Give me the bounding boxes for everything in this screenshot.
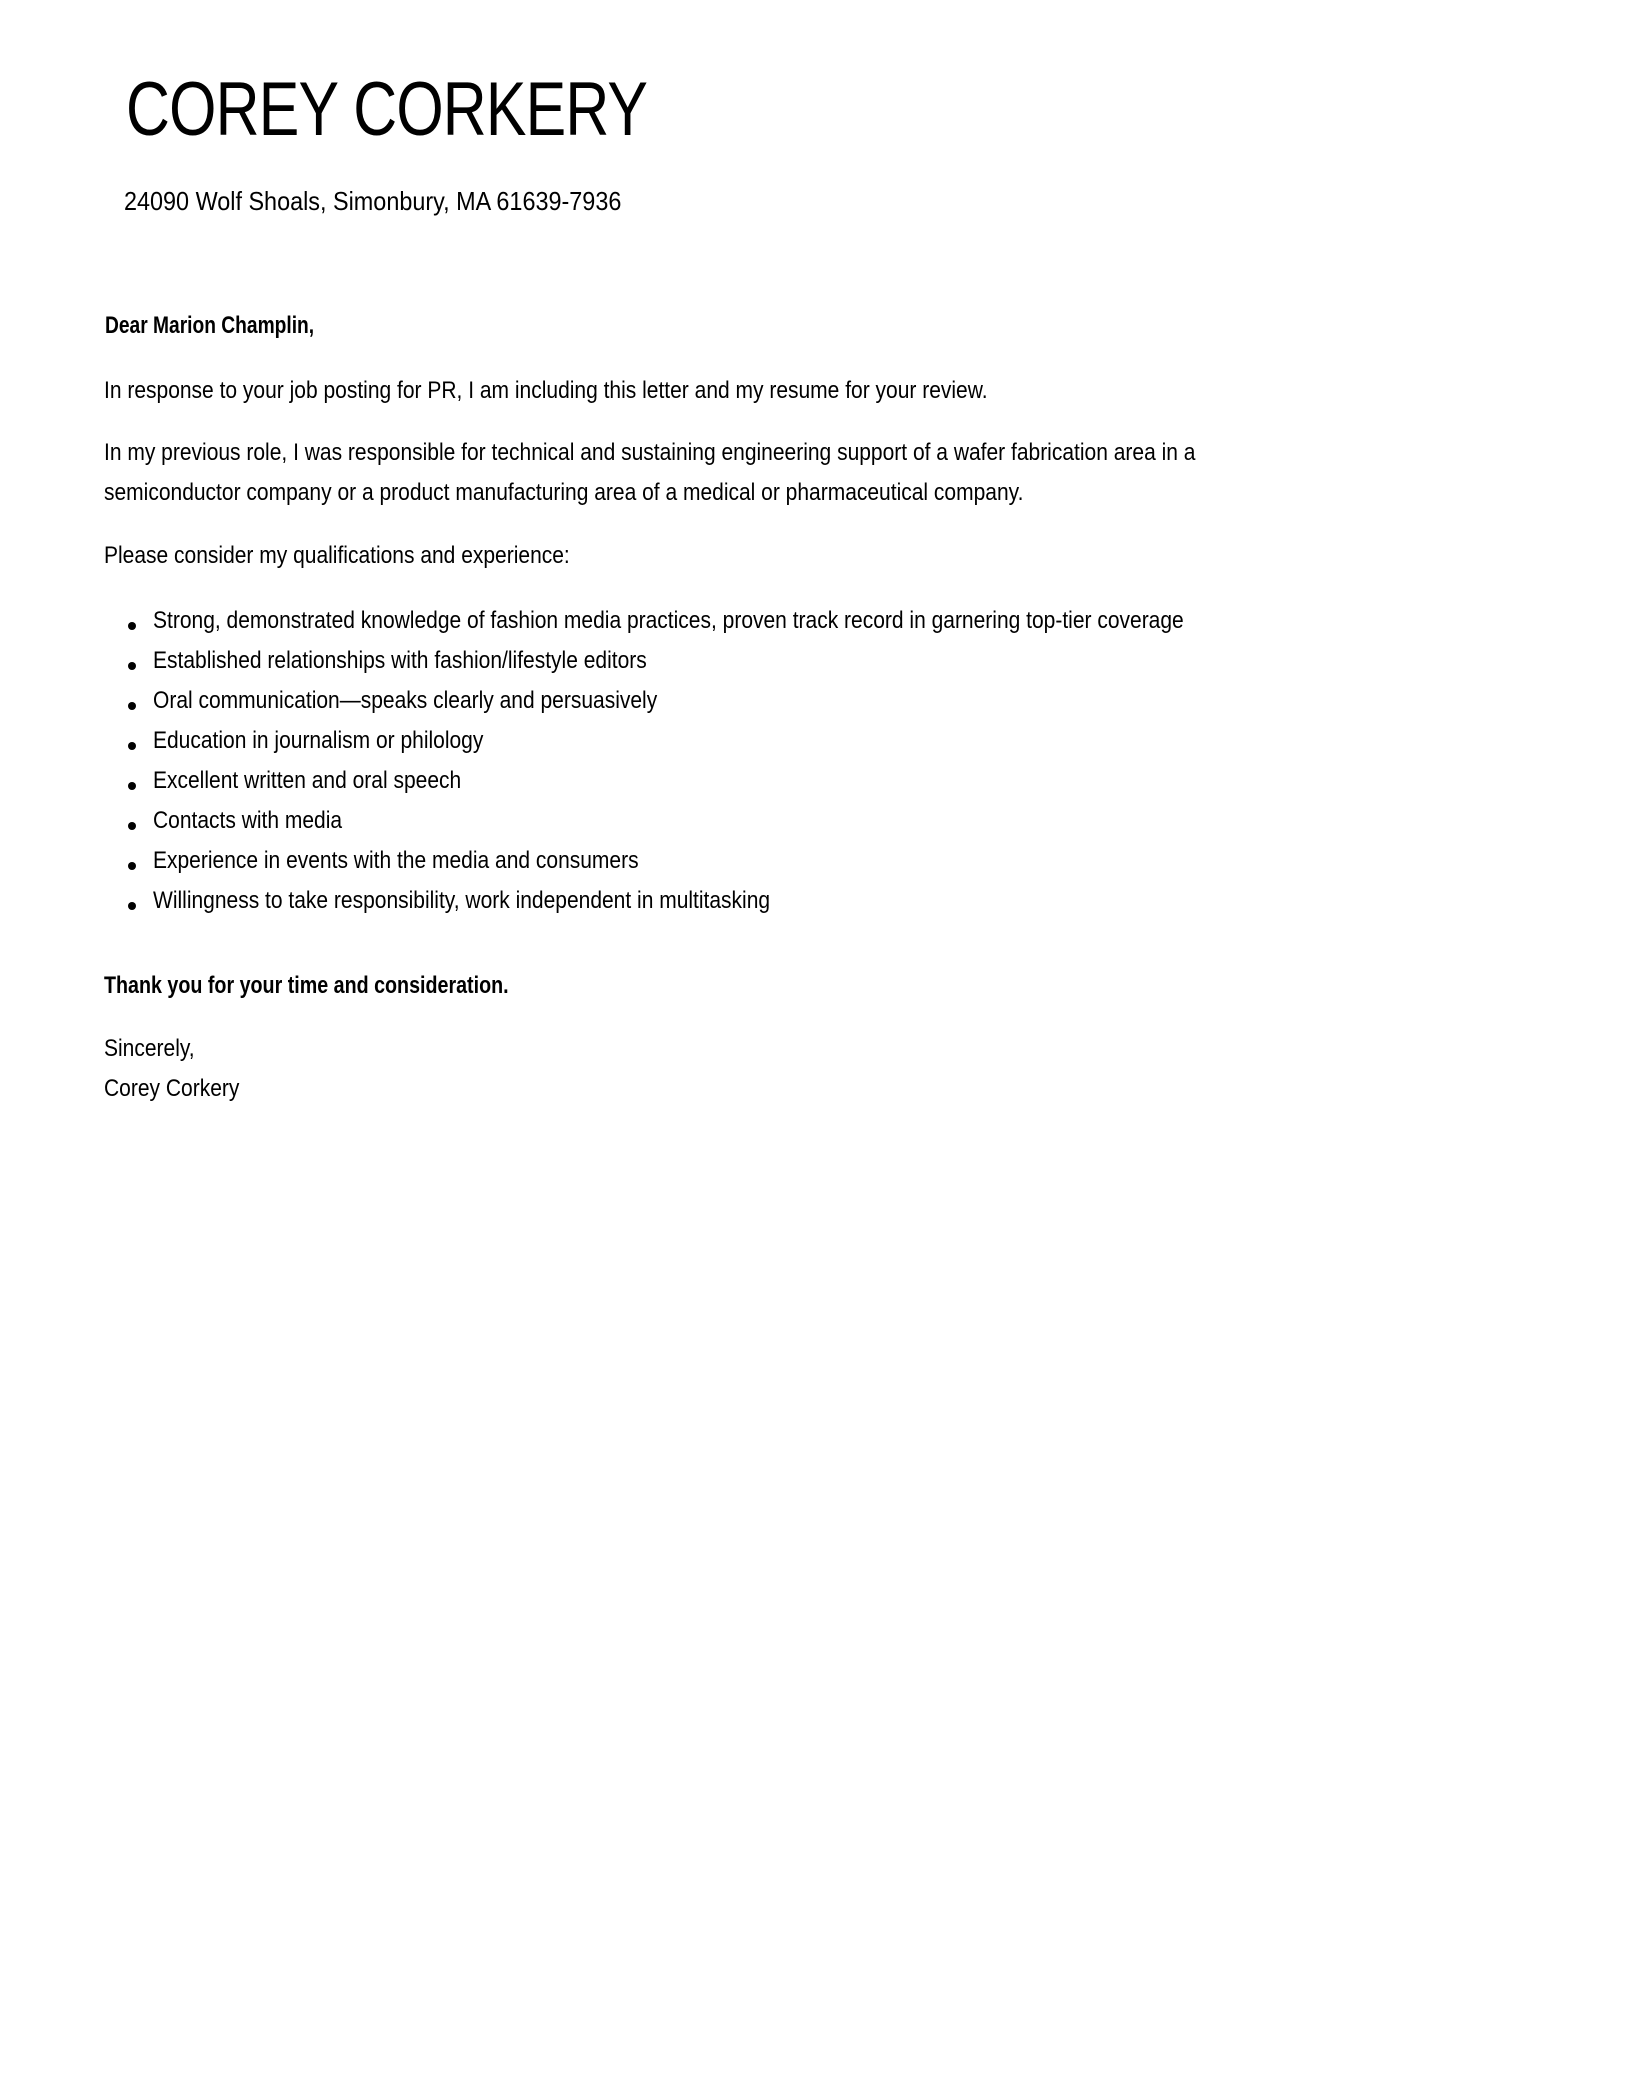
bullet-icon	[128, 902, 136, 910]
list-item-text: Strong, demonstrated knowledge of fashion media practices, proven track record in garnering top-tier coverage	[153, 607, 1184, 634]
sign-off: Sincerely,	[104, 1035, 195, 1062]
bullet-icon	[128, 702, 136, 710]
closing-thanks: Thank you for your time and consideration.	[104, 972, 509, 999]
salutation: Dear Marion Champlin,	[105, 312, 315, 339]
list-item-text: Contacts with media	[153, 807, 343, 834]
list-item-text: Excellent written and oral speech	[153, 767, 462, 794]
list-item-text: Experience in events with the media and consumers	[153, 847, 639, 874]
previous-role-line-2: semiconductor company or a product manufacturing area of a medical or pharmaceutical company.	[104, 479, 1024, 506]
list-item-text: Established relationships with fashion/lifestyle editors	[153, 647, 647, 674]
signature: Corey Corkery	[104, 1075, 240, 1102]
previous-role-line-1: In my previous role, I was responsible for technical and sustaining engineering support of a wafer fabrication area in a	[104, 439, 1196, 466]
bullet-icon	[128, 782, 136, 790]
bullet-icon	[128, 862, 136, 870]
bullet-icon	[128, 822, 136, 830]
intro-paragraph: In response to your job posting for PR, I am including this letter and my resume for your review.	[104, 377, 988, 404]
list-item-text: Oral communication—speaks clearly and persuasively	[153, 687, 658, 714]
bullet-icon	[128, 742, 136, 750]
list-item-text: Willingness to take responsibility, work independent in multitasking	[153, 887, 771, 914]
applicant-name-heading: COREY CORKERY	[126, 67, 648, 152]
bullet-icon	[128, 662, 136, 670]
applicant-address: 24090 Wolf Shoals, Simonbury, MA 61639-7936	[124, 186, 622, 216]
list-item-text: Education in journalism or philology	[153, 727, 484, 754]
qualifications-intro: Please consider my qualifications and experience:	[104, 542, 570, 569]
bullet-icon	[128, 622, 136, 630]
